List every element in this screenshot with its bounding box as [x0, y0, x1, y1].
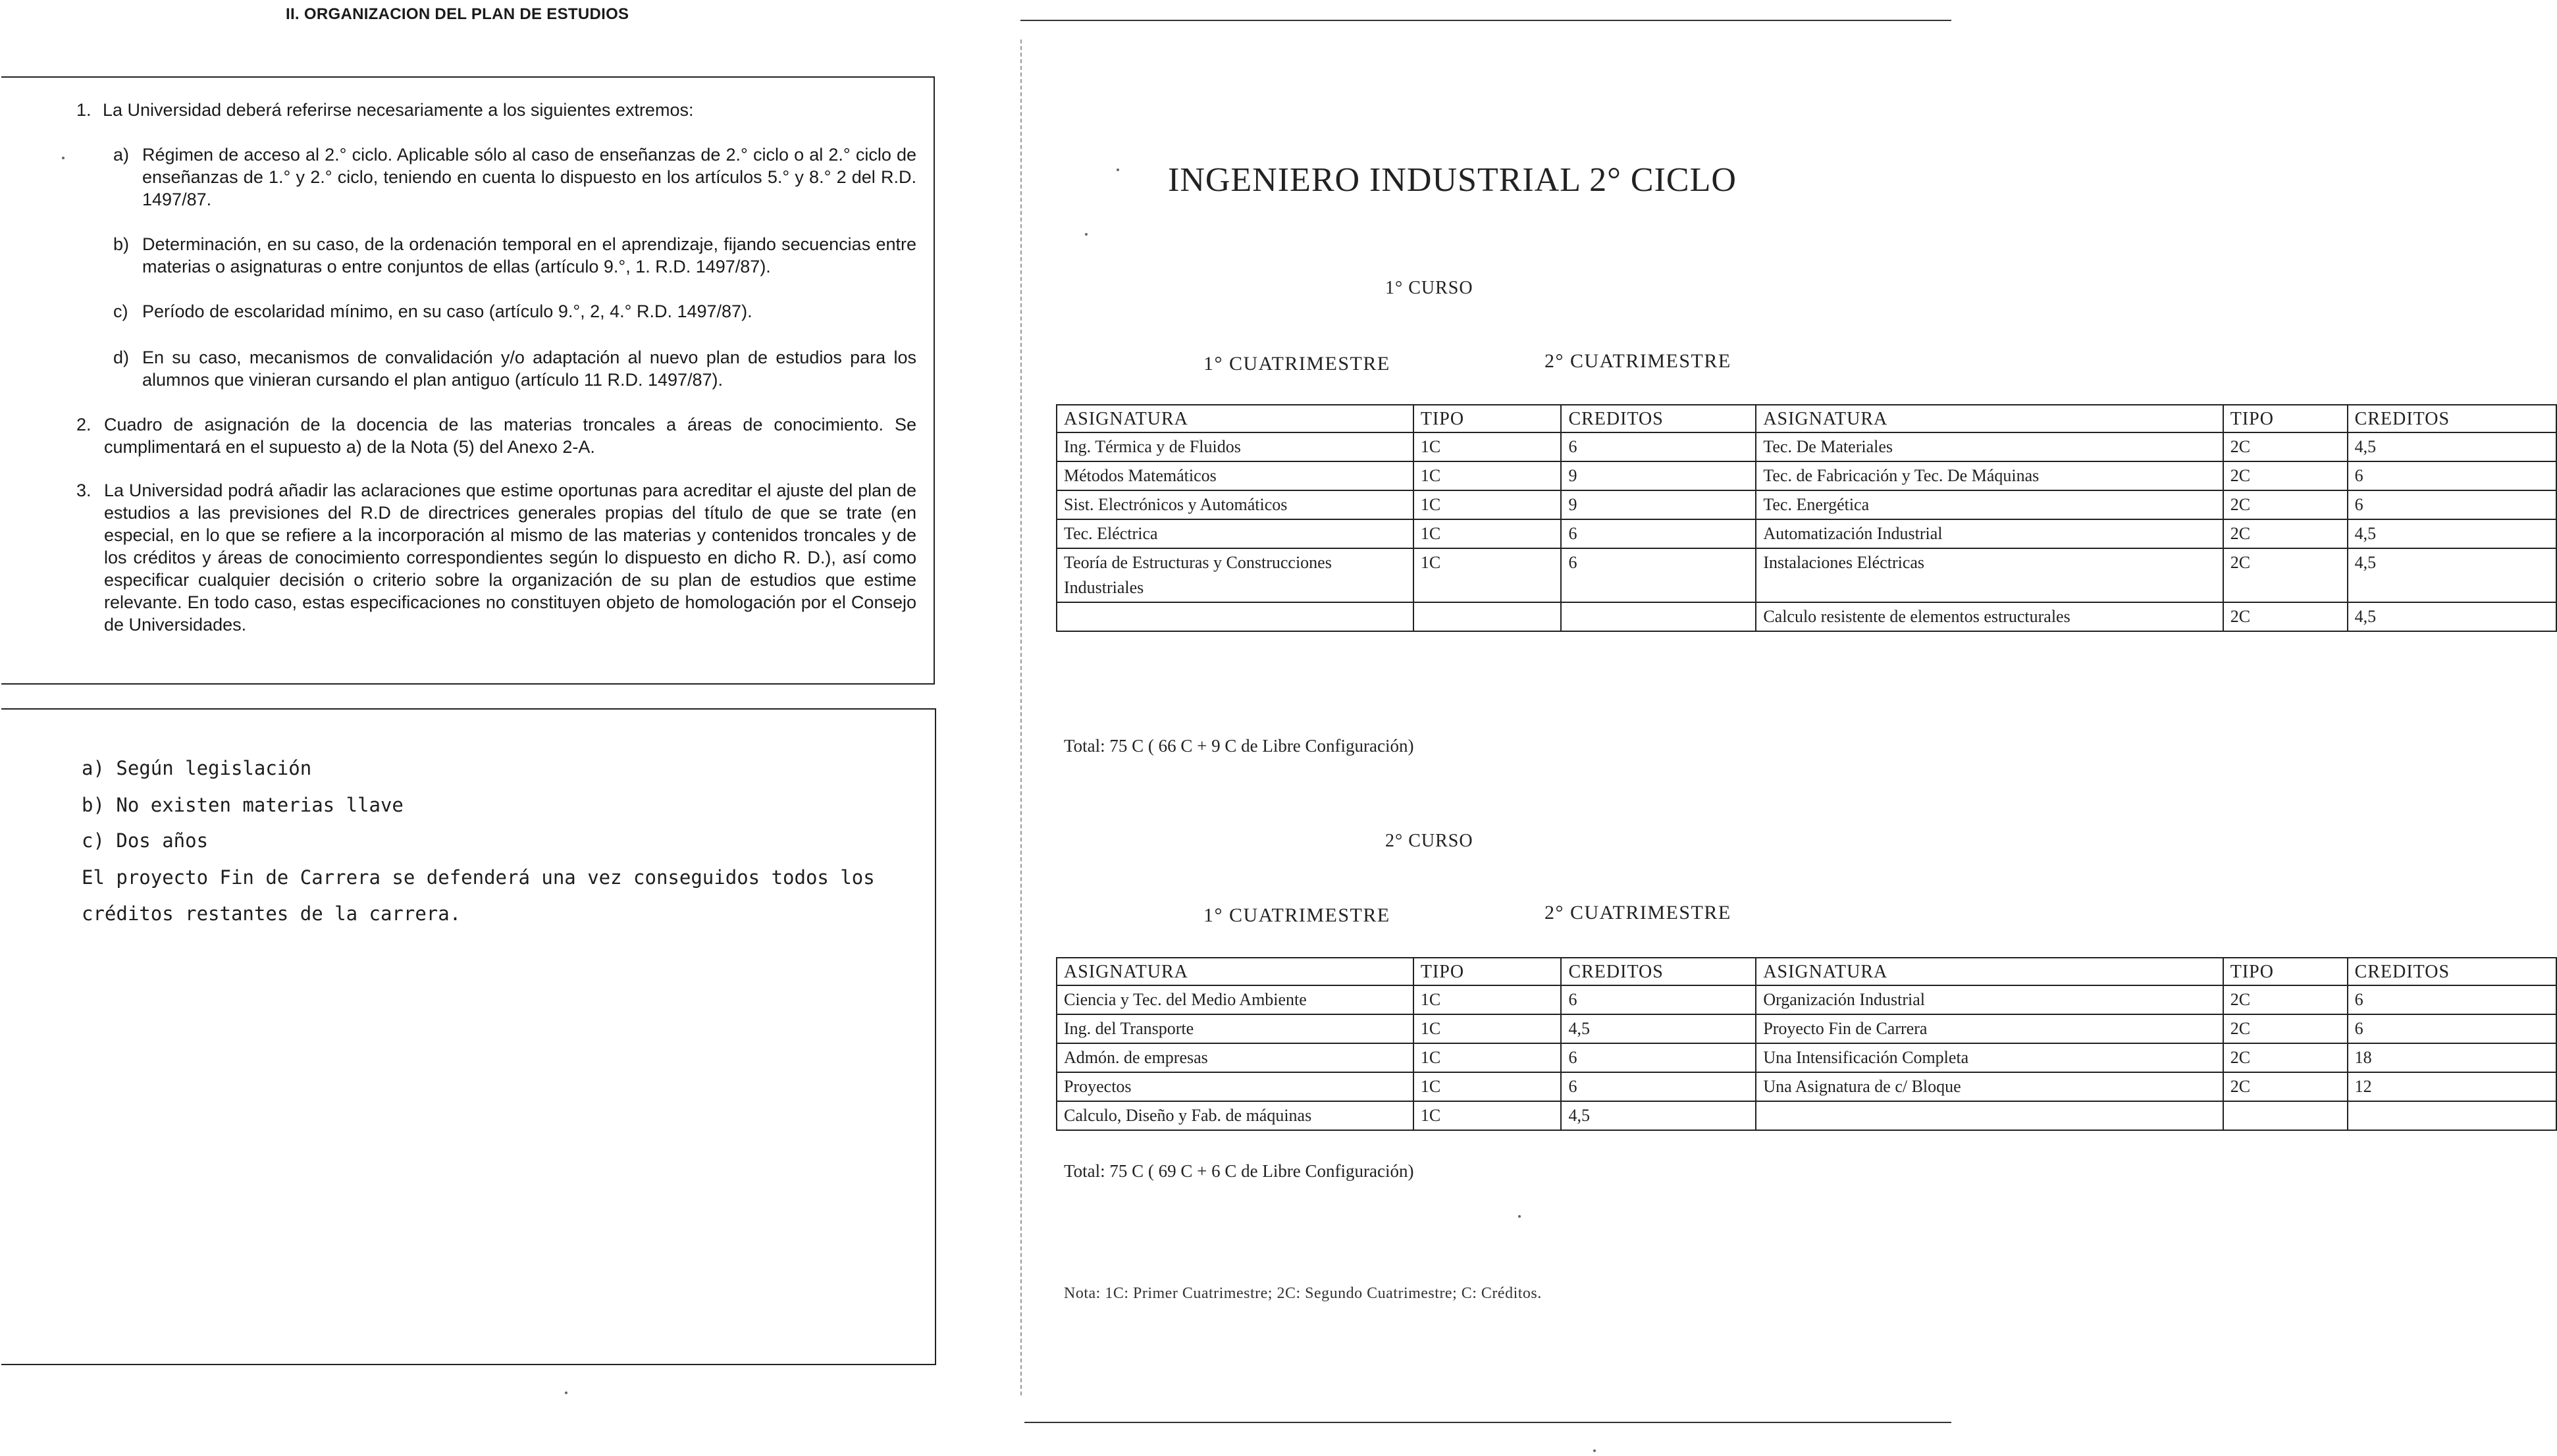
table-row: [1057, 1043, 2556, 1072]
scan-speck: [565, 1391, 567, 1394]
header-creditos: CREDITOS: [2348, 405, 2556, 432]
header-asignatura: ASIGNATURA: [1756, 958, 2223, 985]
page-title: INGENIERO INDUSTRIAL 2° CICLO: [1168, 161, 1737, 199]
scan-speck: [1085, 233, 1088, 236]
header-creditos: CREDITOS: [1561, 405, 1756, 432]
cell-creditos: 9: [1561, 461, 1756, 490]
table-row: [1057, 490, 2556, 519]
cell-asignatura: Métodos Matemáticos: [1057, 461, 1413, 490]
cell-creditos: 4,5: [2348, 432, 2556, 461]
top-rule: [1020, 20, 1951, 21]
cell-tipo: 2C: [2223, 548, 2348, 602]
cell-tipo: 1C: [1413, 519, 1562, 548]
scan-speck: [1518, 1215, 1521, 1218]
cell-asignatura: [1756, 1101, 2223, 1130]
item-number: 1.: [76, 100, 92, 120]
subitem-label: b): [113, 234, 130, 254]
margin-rule: [1020, 39, 1022, 1395]
cell-tipo: 2C: [2223, 490, 2348, 519]
table-row: [1057, 1014, 2556, 1043]
cell-tipo: 2C: [2223, 602, 2348, 631]
item-number: 3.: [76, 481, 92, 500]
header-tipo: TIPO: [1413, 958, 1562, 985]
table-row: [1057, 1101, 2556, 1130]
cell-creditos: 4,5: [2348, 602, 2556, 631]
cell-tipo: 1C: [1413, 1101, 1562, 1130]
cell-creditos: 4,5: [1561, 1101, 1756, 1130]
answer-proyecto: El proyecto Fin de Carrera se defenderá una vez conseguidos todos los créditos restantes de la carrera.: [82, 866, 875, 925]
cell-creditos: 6: [1561, 985, 1756, 1014]
answer-c: c) Dos años: [82, 829, 209, 852]
cell-asignatura: Calculo resistente de elementos estructurales: [1756, 602, 2223, 631]
cell-tipo: 1C: [1413, 1043, 1562, 1072]
curso-1-table: [1056, 404, 2557, 632]
header-creditos: CREDITOS: [1561, 958, 1756, 985]
subitem-label: d): [113, 348, 130, 367]
cell-creditos: 12: [2348, 1072, 2556, 1101]
cell-creditos: 6: [2348, 461, 2556, 490]
table-row: [1057, 432, 2556, 461]
subitem-text: Período de escolaridad mínimo, en su caso (artículo 9.°, 2, 4.° R.D. 1497/87).: [142, 301, 752, 321]
cell-asignatura: Automatización Industrial: [1756, 519, 2223, 548]
footnote: Nota: 1C: Primer Cuatrimestre; 2C: Segundo Cuatrimestre; C: Créditos.: [1064, 1285, 1542, 1302]
instruction-item-1: [76, 99, 919, 121]
cell-asignatura: Tec. De Materiales: [1756, 432, 2223, 461]
item-text: Cuadro de asignación de la docencia de las materias troncales a áreas de conocimiento. Se cumplimentará en el supuesto a) de la Nota (5) del Anexo 2-A.: [104, 415, 916, 457]
subitem-text: Régimen de acceso al 2.° ciclo. Aplicable sólo al caso de enseñanzas de 2.° ciclo o al 2.° ciclo de enseñanzas de 1.° y 2.° ciclo, teniendo en cuenta lo dispuesto en los artículos 5.° y 8.° 2 del R.D. 1497/87.: [142, 145, 916, 209]
curso-2-cuatrimestre-1: 1° CUATRIMESTRE: [1203, 904, 1390, 926]
cell-asignatura: Proyectos: [1057, 1072, 1413, 1101]
cell-creditos: 6: [1561, 432, 1756, 461]
cell-asignatura: Una Asignatura de c/ Bloque: [1756, 1072, 2223, 1101]
cell-asignatura: Instalaciones Eléctricas: [1756, 548, 2223, 602]
curso-1-total: Total: 75 C ( 66 C + 9 C de Libre Configuración): [1064, 736, 1414, 756]
subitem-d: [113, 346, 916, 391]
table-header-row: [1057, 405, 2556, 432]
scan-speck: [62, 157, 65, 159]
cell-asignatura: Ing. del Transporte: [1057, 1014, 1413, 1043]
subitem-text: En su caso, mecanismos de convalidación y/o adaptación al nuevo plan de estudios para los alumnos que vinieran cursando el plan antiguo (artículo 11 R.D. 1497/87).: [142, 348, 916, 390]
subitem-b: [113, 233, 916, 278]
cell-asignatura: Proyecto Fin de Carrera: [1756, 1014, 2223, 1043]
cell-creditos: 9: [1561, 490, 1756, 519]
header-asignatura: ASIGNATURA: [1057, 958, 1413, 985]
cell-asignatura: Ing. Térmica y de Fluidos: [1057, 432, 1413, 461]
scan-speck: [1117, 169, 1119, 171]
cell-tipo: 1C: [1413, 1072, 1562, 1101]
cell-creditos: [1561, 602, 1756, 631]
subitem-a: [113, 143, 916, 211]
table-row: [1057, 1072, 2556, 1101]
cell-tipo: 1C: [1413, 985, 1562, 1014]
cell-asignatura: Una Intensificación Completa: [1756, 1043, 2223, 1072]
curso-1-cuatrimestre-2: 2° CUATRIMESTRE: [1544, 350, 1731, 372]
instruction-item-3: [76, 479, 916, 636]
subitem-text: Determinación, en su caso, de la ordenación temporal en el aprendizaje, fijando secuencias entre materias o asignaturas o entre conjuntos de ellas (artículo 9.°, 1. R.D. 1497/87).: [142, 234, 916, 276]
header-tipo: TIPO: [2223, 958, 2348, 985]
cell-creditos: 18: [2348, 1043, 2556, 1072]
section-header: II. ORGANIZACION DEL PLAN DE ESTUDIOS: [286, 5, 629, 23]
cell-creditos: 6: [2348, 490, 2556, 519]
cell-asignatura: Teoría de Estructuras y Construcciones Industriales: [1057, 548, 1413, 602]
cell-asignatura: Calculo, Diseño y Fab. de máquinas: [1057, 1101, 1413, 1130]
subitem-c: [113, 300, 916, 323]
cell-creditos: 6: [2348, 985, 2556, 1014]
cell-asignatura: Tec. Eléctrica: [1057, 519, 1413, 548]
subitem-label: a): [113, 145, 130, 165]
cell-tipo: 2C: [2223, 1043, 2348, 1072]
cell-asignatura: Organización Industrial: [1756, 985, 2223, 1014]
curso-2-cuatrimestre-2: 2° CUATRIMESTRE: [1544, 902, 1731, 923]
header-creditos: CREDITOS: [2348, 958, 2556, 985]
cell-tipo: 2C: [2223, 432, 2348, 461]
cell-creditos: 4,5: [2348, 519, 2556, 548]
item-number: 2.: [76, 415, 92, 434]
table-row: [1057, 602, 2556, 631]
cell-asignatura: Admón. de empresas: [1057, 1043, 1413, 1072]
cell-tipo: 1C: [1413, 548, 1562, 602]
table-row: [1057, 548, 2556, 602]
table-row: [1057, 461, 2556, 490]
curso-2-total: Total: 75 C ( 69 C + 6 C de Libre Configuración): [1064, 1161, 1414, 1181]
cell-tipo: 2C: [2223, 461, 2348, 490]
cell-tipo: 1C: [1413, 461, 1562, 490]
cell-tipo: 2C: [2223, 1014, 2348, 1043]
cell-creditos: 6: [1561, 1072, 1756, 1101]
table-header-row: [1057, 958, 2556, 985]
item-text: La Universidad deberá referirse necesariamente a los siguientes extremos:: [103, 100, 694, 120]
cell-creditos: 6: [1561, 519, 1756, 548]
cell-creditos: 6: [1561, 1043, 1756, 1072]
answer-b: b) No existen materias llave: [82, 794, 404, 816]
item-text: La Universidad podrá añadir las aclaraciones que estime oportunas para acreditar el ajuste del plan de estudios a las previsiones del R.D de directrices generales propias del título de que se trate (en especial, en lo que se refiere a la incorporación al mismo de las materias y contenidos troncales y de los créditos y áreas de conocimiento correspondientes según lo dispuesto en dicho R. D.), así como especificar cualquier decisión o criterio sobre la organización de su plan de estudios que estime relevante. En todo caso, estas especificaciones no constituyen objeto de homologación por el Consejo de Universidades.: [104, 481, 916, 635]
cell-creditos: 6: [1561, 548, 1756, 602]
cell-tipo: [2223, 1101, 2348, 1130]
curso-2-heading: 2° CURSO: [1385, 831, 1473, 851]
cell-tipo: 2C: [2223, 519, 2348, 548]
cell-creditos: 4,5: [2348, 548, 2556, 602]
bottom-rule: [1024, 1422, 1951, 1423]
instruction-item-2: [76, 413, 916, 458]
curso-2-table: [1056, 957, 2557, 1131]
cell-tipo: [1413, 602, 1562, 631]
cell-asignatura: Tec. de Fabricación y Tec. De Máquinas: [1756, 461, 2223, 490]
answer-a: a) Según legislación: [82, 757, 312, 779]
cell-tipo: 2C: [2223, 985, 2348, 1014]
cell-asignatura: Ciencia y Tec. del Medio Ambiente: [1057, 985, 1413, 1014]
header-tipo: TIPO: [2223, 405, 2348, 432]
cell-creditos: [2348, 1101, 2556, 1130]
cell-creditos: 6: [2348, 1014, 2556, 1043]
cell-creditos: 4,5: [1561, 1014, 1756, 1043]
curso-1-cuatrimestre-1: 1° CUATRIMESTRE: [1203, 353, 1390, 375]
cell-asignatura: Sist. Electrónicos y Automáticos: [1057, 490, 1413, 519]
cell-asignatura: Tec. Energética: [1756, 490, 2223, 519]
subitem-label: c): [113, 301, 128, 321]
cell-tipo: 1C: [1413, 490, 1562, 519]
cell-asignatura: [1057, 602, 1413, 631]
cell-tipo: 1C: [1413, 1014, 1562, 1043]
table-row: [1057, 985, 2556, 1014]
scan-speck: [1593, 1449, 1596, 1452]
header-asignatura: ASIGNATURA: [1756, 405, 2223, 432]
header-asignatura: ASIGNATURA: [1057, 405, 1413, 432]
cell-tipo: 1C: [1413, 432, 1562, 461]
cell-tipo: 2C: [2223, 1072, 2348, 1101]
table-row: [1057, 519, 2556, 548]
curso-1-heading: 1° CURSO: [1385, 278, 1473, 298]
header-tipo: TIPO: [1413, 405, 1562, 432]
